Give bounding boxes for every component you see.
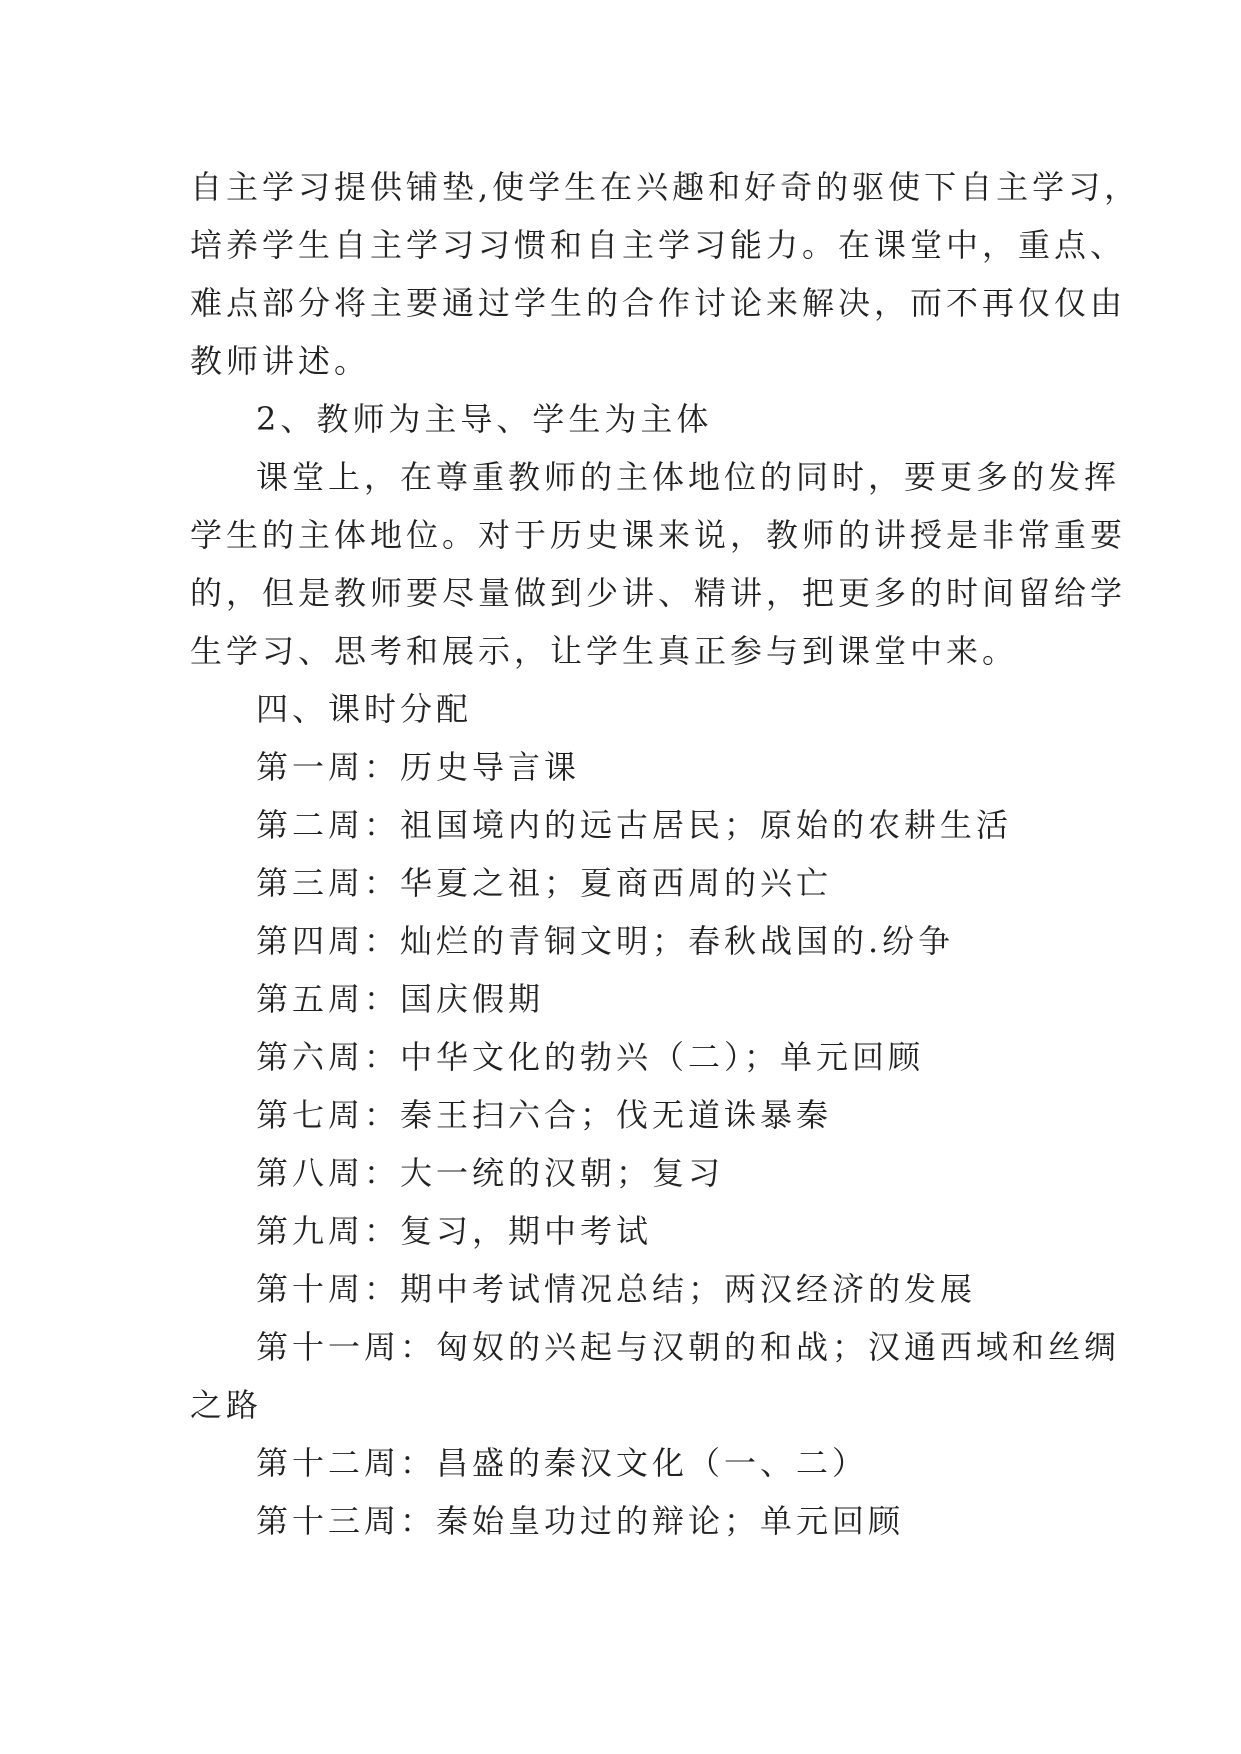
text-line: 第六周：中华文化的勃兴（二）；单元回顾 — [256, 1038, 925, 1076]
text-line: 第十三周：秦始皇功过的辩论；单元回顾 — [256, 1502, 905, 1540]
text-line: 第二周：祖国境内的远古居民；原始的农耕生活 — [256, 806, 1013, 844]
text-line: 之路 — [190, 1386, 263, 1424]
document-body — [190, 158, 1141, 1550]
text-line: 第十周：期中考试情况总结；两汉经济的发展 — [256, 1270, 977, 1308]
text-line: 课堂上，在尊重教师的主体地位的同时，要更多的发挥 — [256, 458, 1121, 496]
text-line: 培养学生自主学习习惯和自主学习能力。在课堂中，重点、 — [190, 226, 1127, 264]
text-line: 第三周：华夏之祖；夏商西周的兴亡 — [256, 864, 833, 902]
text-line: 教师讲述。 — [190, 342, 371, 380]
text-line: 第七周：秦王扫六合；伐无道诛暴秦 — [256, 1096, 833, 1134]
text-line: 生学习、思考和展示，让学生真正参与到课堂中来。 — [190, 632, 1019, 670]
text-line: 难点部分将主要通过学生的合作讨论来解决，而不再仅仅由 — [190, 284, 1127, 322]
text-line: 的，但是教师要尽量做到少讲、精讲，把更多的时间留给学 — [190, 574, 1127, 612]
text-line: 自主学习提供铺垫,使学生在兴趣和好奇的驱使下自主学习， — [190, 168, 1141, 206]
text-line: 第九周：复习，期中考试 — [256, 1212, 653, 1250]
text-line: 学生的主体地位。对于历史课来说，教师的讲授是非常重要 — [190, 516, 1127, 554]
text-line: 第八周：大一统的汉朝；复习 — [256, 1154, 725, 1192]
text-line: 第一周：历史导言课 — [256, 748, 581, 786]
text-line: 第四周：灿烂的青铜文明；春秋战国的.纷争 — [256, 922, 955, 960]
text-line: 四、课时分配 — [256, 690, 473, 728]
text-line: 第十一周：匈奴的兴起与汉朝的和战；汉通西域和丝绸 — [256, 1328, 1121, 1366]
text-line: 第十二周：昌盛的秦汉文化（一、二） — [256, 1444, 869, 1482]
text-line: 2、教师为主导、学生为主体 — [256, 400, 713, 438]
text-line: 第五周：国庆假期 — [256, 980, 545, 1018]
